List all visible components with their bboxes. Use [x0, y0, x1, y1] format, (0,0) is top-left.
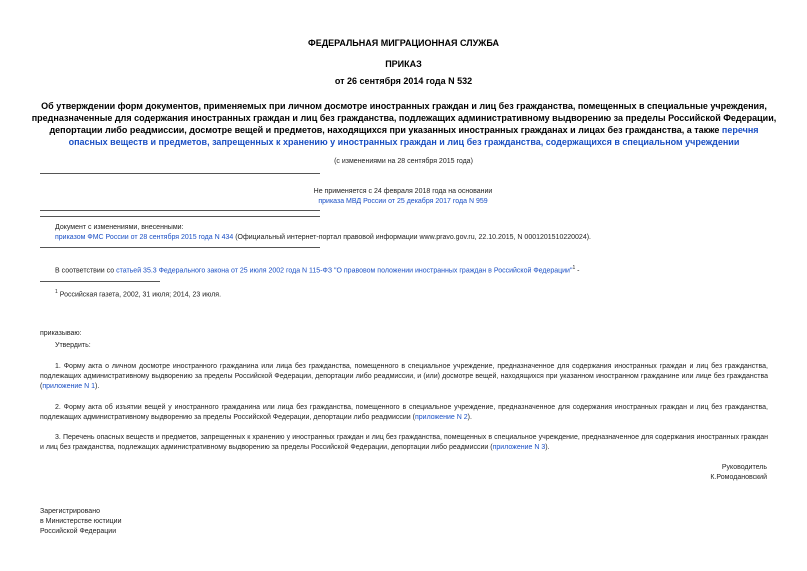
not-applicable-note — [230, 187, 576, 207]
order-item-end: ). — [545, 444, 550, 451]
registration-line: в Министерстве юстиции — [40, 518, 122, 525]
amendments-prefix: Документ с изменениями, внесенными: — [55, 224, 184, 231]
fms-order-link[interactable]: приказом ФМС России от 28 сентября 2015 года N 434 — [55, 234, 234, 241]
appendix-2-link[interactable]: приложение N 2 — [414, 414, 468, 421]
order-item-text: 3. Перечень опасных веществ и предметов, запрещенных к хранению у иностранных граждан и лиц без гражданства, помещенных в специальное учреждение, предназначенное для содержания иностранных граждан и лиц без гражданства, подлежащих административному выдворению за пределы Российской Федерации, депортации либо реадмиссии ( — [40, 434, 768, 451]
divider — [40, 210, 320, 211]
registration-line: Зарегистрировано — [40, 508, 100, 515]
order-item — [40, 403, 768, 423]
signature-position: Руководитель — [721, 464, 767, 471]
document-date-number: от 26 сентября 2014 года N 532 — [334, 76, 473, 86]
amended-note: (с изменениями на 28 сентября 2015 года) — [334, 158, 473, 165]
footnote-text: Российская газета, 2002, 31 июля; 2014, 23 июля. — [57, 291, 222, 299]
approve-word: Утвердить: — [55, 342, 91, 349]
order-item-end: ). — [467, 414, 472, 421]
footnote-mark: 1 — [55, 289, 58, 295]
amendments-block — [55, 223, 755, 243]
divider — [40, 173, 320, 174]
document-type: ПРИКАЗ — [385, 59, 422, 69]
agency-name: ФЕДЕРАЛЬНАЯ МИГРАЦИОННАЯ СЛУЖБА — [308, 38, 499, 48]
order-item-end: ). — [95, 383, 100, 390]
divider — [40, 247, 320, 248]
signature-name: К.Ромодановский — [710, 474, 767, 481]
order-item — [40, 362, 768, 392]
preamble-prefix: В соответствии со — [55, 267, 117, 275]
footnote — [55, 287, 755, 300]
order-word: приказываю: — [40, 330, 82, 337]
amendments-suffix: (Официальный интернет-портал правовой информации www.pravo.gov.ru, 22.10.2015, N 0001201510220024). — [233, 234, 591, 241]
not-applicable-text: Не применяется с 24 февраля 2018 года на основании — [313, 188, 493, 195]
footnote-ref: 1 — [572, 265, 576, 271]
title-list-link[interactable]: перечня опасных веществ и предметов, запрещенных к хранению у иностранных граждан и лиц без гражданства, содержащихся в специальном учреждении — [68, 125, 759, 147]
document-title — [30, 100, 778, 148]
document-title-text: Об утверждении форм документов, применяемых при личном досмотре иностранных граждан и лиц без гражданства, помещенных в специальные учреждения, предназначенные для содержания иностранных граждан и лиц без гражданства, подлежащих административному выдворению за пределы Российской Федерации, депортации либо реадмиссии, досмотре вещей и предметов, находящихся при указанных иностранных гражданах и лицах без гражданства, а также — [31, 101, 777, 135]
footnote-divider — [40, 281, 160, 282]
order-item-text: 2. Форму акта об изъятии вещей у иностранного гражданина или лица без гражданства, помещенного в специальное учреждение, предназначенное для содержания иностранных граждан и лиц без гражданства, подлежащих административному выдворению за пределы Российской Федерации, депортации либо реадмиссии ( — [40, 404, 768, 421]
signature-block — [710, 463, 767, 483]
amendments-line — [55, 233, 755, 243]
mvd-order-link[interactable]: приказа МВД России от 25 декабря 2017 года N 959 — [318, 198, 488, 205]
order-item-text: 1. Форму акта о личном досмотре иностранного гражданина или лица без гражданства, помещенного в специальное учреждение, предназначенное для содержания иностранных граждан и лиц без гражданства, подлежащих административному выдворению за пределы Российской Федерации, депортации либо реадмиссии, и (или) досмотре вещей, находящихся при указанном иностранном гражданине или лице без гражданства ( — [40, 363, 768, 390]
appendix-1-link[interactable]: приложение N 1 — [42, 383, 95, 390]
appendix-3-link[interactable]: приложение N 3 — [492, 444, 546, 451]
registration-line: Российской Федерации — [40, 528, 117, 535]
federal-law-link[interactable]: статьей 35.3 Федерального закона от 25 июля 2002 года N 115-ФЗ "О правовом положении иностранных граждан в Российской Федерации" — [116, 267, 573, 275]
order-item — [40, 433, 768, 453]
registration-block — [40, 507, 121, 537]
divider — [40, 216, 320, 217]
preamble-suffix: - — [575, 267, 580, 275]
preamble — [55, 263, 755, 276]
